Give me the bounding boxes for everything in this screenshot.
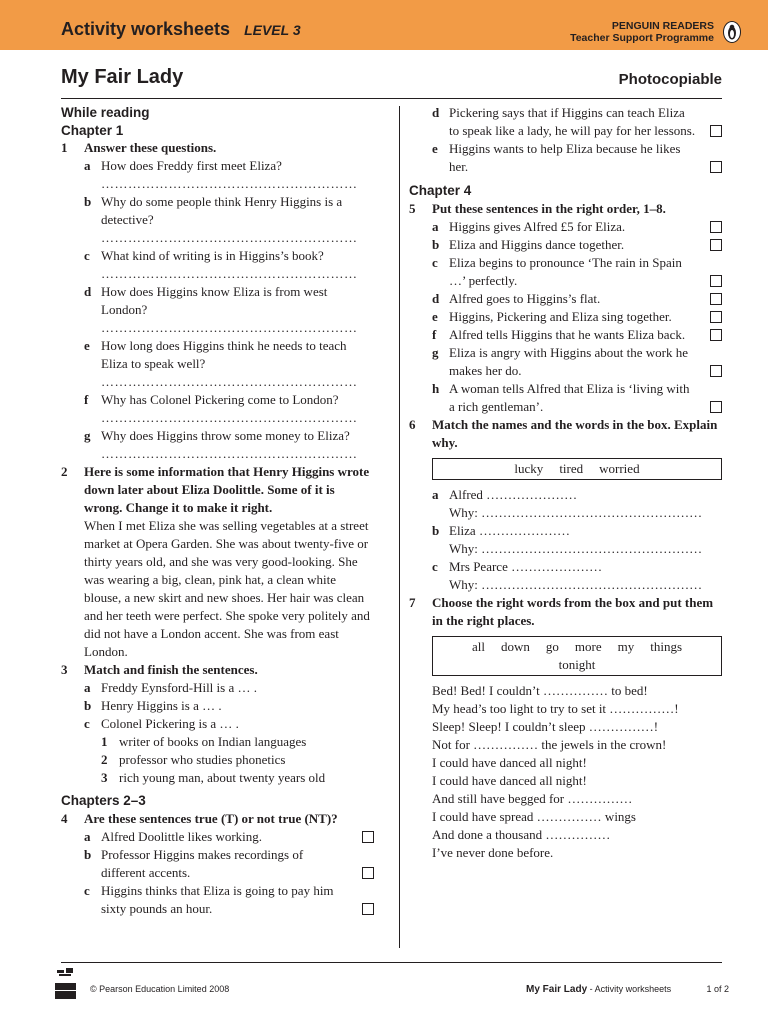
footer-rule	[61, 962, 722, 963]
q4-item-a	[61, 828, 374, 846]
item-letter: g	[84, 428, 91, 443]
item-letter: d	[432, 290, 440, 306]
q5-item-e	[409, 308, 722, 326]
item-letter: d	[432, 105, 440, 120]
item-text: What kind of writing is in Higgins’s book?	[101, 248, 324, 263]
question-5	[409, 200, 722, 218]
item-text: How long does Higgins think he needs to teach Eliza to speak well?	[101, 338, 347, 371]
question-text: Put these sentences in the right order, 1–8.	[432, 200, 666, 216]
item-letter: c	[432, 254, 438, 270]
why-answer-line[interactable]: Why: ……………………………………………	[449, 576, 703, 592]
word-box-q6	[432, 458, 722, 480]
item-text: Why does Higgins throw some money to Eliza?	[101, 428, 350, 443]
higgins-notes-paragraph: When I met Eliza she was selling vegetables at a street market at Opera Garden. She was about twenty-five or thirty years old, and she was very good-looking. She was wearing a big, clean, pink hat, a clean white blouse, a new skirt and new shoes. Her hair was clean and her teeth were perfect. She spoke very politely and did not have a London accent. She was from east London.	[84, 518, 370, 659]
right-column	[409, 104, 722, 862]
copyright-notice: © Pearson Education Limited 2008	[90, 984, 230, 994]
item-letter: e	[432, 141, 438, 156]
lyric-line: And done a thousand ……………	[432, 826, 611, 842]
word-box-q7	[432, 636, 722, 676]
item-text: Higgins gives Alfred £5 for Eliza.	[449, 218, 626, 234]
checkbox[interactable]	[710, 311, 722, 323]
lyric-line: My head’s too light to try to set it ……………!	[432, 700, 679, 716]
q1-item-d	[61, 283, 374, 319]
item-letter: e	[84, 338, 90, 353]
header-title: Activity worksheets	[61, 19, 231, 39]
item-text: Higgins wants to help Eliza because he likes her.	[449, 141, 681, 174]
checkbox[interactable]	[710, 275, 722, 287]
item-letter: d	[84, 284, 92, 299]
item-letter: f	[84, 392, 89, 407]
question-text: Choose the right words from the box and put them in the right places.	[432, 594, 714, 628]
q3-option-1	[61, 733, 374, 751]
q1-item-g	[61, 427, 374, 445]
question-2	[61, 463, 374, 517]
checkbox[interactable]	[362, 831, 374, 843]
why-answer-line[interactable]: Why: ……………………………………………	[449, 504, 703, 520]
item-letter: c	[84, 716, 90, 731]
while-reading-heading: While reading	[61, 105, 150, 120]
q4-item-e	[409, 140, 722, 176]
box-word: more	[574, 638, 602, 654]
checkbox[interactable]	[362, 903, 374, 915]
box-word: worried	[599, 460, 640, 476]
question-number: 6	[409, 416, 416, 432]
why-answer-line[interactable]: Why: ……………………………………………	[449, 540, 703, 556]
answer-line[interactable]: …………………………………………………	[101, 446, 358, 461]
item-letter: b	[84, 194, 92, 209]
item-letter: g	[432, 344, 439, 360]
item-letter: a	[84, 828, 91, 844]
answer-line[interactable]: …………………………………………………	[101, 266, 358, 281]
item-text: Eliza …………………	[449, 522, 570, 538]
question-text: Here is some information that Henry Higgins wrote down later about Eliza Doolittle. Some of it is wrong. Change it to make it right.	[84, 464, 370, 515]
q6-item-a	[409, 486, 722, 504]
q5-item-d	[409, 290, 722, 308]
item-letter: a	[84, 680, 91, 695]
answer-line[interactable]: …………………………………………………	[101, 176, 358, 191]
lyric-line: I’ve never done before.	[432, 844, 554, 860]
checkbox[interactable]	[710, 365, 722, 377]
question-text: Match and finish the sentences.	[84, 662, 258, 677]
song-lyrics	[409, 682, 722, 862]
item-text: Henry Higgins is a … .	[101, 698, 222, 713]
page-number: 1 of 2	[706, 984, 729, 994]
chapter4-heading: Chapter 4	[409, 183, 472, 198]
item-letter: e	[432, 308, 438, 324]
question-number: 5	[409, 200, 416, 216]
lyric-line: I could have danced all night!	[432, 772, 587, 788]
publisher-line2: Teacher Support Programme	[570, 32, 714, 44]
q5-item-g	[409, 344, 722, 380]
item-text: Professor Higgins makes recordings of different accents.	[101, 846, 304, 880]
item-text: Why do some people think Henry Higgins is a detective?	[101, 194, 343, 227]
question-number: 2	[61, 464, 68, 479]
option-number: 2	[101, 752, 108, 767]
q6-item-c	[409, 558, 722, 576]
item-text: Pickering says that if Higgins can teach Eliza to speak like a lady, he will pay for her lessons.	[449, 105, 696, 138]
q3-option-2	[61, 751, 374, 769]
question-text: Match the names and the words in the box. Explain why.	[432, 416, 718, 450]
item-text: Higgins, Pickering and Eliza sing together.	[449, 308, 672, 324]
answer-line[interactable]: …………………………………………………	[101, 230, 358, 245]
q1-item-b	[61, 193, 374, 229]
item-letter: b	[84, 698, 92, 713]
worksheet-heading	[61, 19, 301, 40]
question-number: 7	[409, 594, 416, 610]
answer-line[interactable]: …………………………………………………	[101, 374, 358, 389]
item-letter: b	[432, 236, 440, 252]
footer-book-title: My Fair Lady	[526, 984, 588, 995]
chapter1-heading: Chapter 1	[61, 122, 124, 138]
publisher-block	[570, 20, 714, 44]
item-text: Alfred Doolittle likes working.	[101, 828, 263, 844]
box-word: tonight	[558, 656, 596, 672]
item-letter: c	[432, 558, 438, 574]
q4-item-c	[61, 882, 374, 918]
checkbox[interactable]	[710, 401, 722, 413]
q6-item-b	[409, 522, 722, 540]
question-4	[61, 810, 374, 828]
q5-item-f	[409, 326, 722, 344]
question-text: Answer these questions.	[84, 140, 217, 155]
q3-item-b	[61, 697, 374, 715]
item-letter: c	[84, 248, 90, 263]
q5-item-a	[409, 218, 722, 236]
q4-item-d	[409, 104, 722, 140]
answer-line[interactable]: …………………………………………………	[101, 320, 358, 335]
question-number: 4	[61, 810, 68, 826]
option-number: 3	[101, 770, 108, 785]
item-letter: a	[432, 218, 439, 234]
lyric-line: Bed! Bed! I couldn’t …………… to bed!	[432, 682, 648, 698]
box-word: go	[545, 638, 559, 654]
option-text: rich young man, about twenty years old	[119, 770, 326, 785]
question-6	[409, 416, 722, 452]
checkbox[interactable]	[710, 221, 722, 233]
item-text: Eliza begins to pronounce ‘The rain in Spain …’ perfectly.	[449, 254, 682, 288]
penguin-logo-icon	[723, 21, 741, 43]
item-text: A woman tells Alfred that Eliza is ‘living with a rich gentleman’.	[449, 380, 690, 414]
item-text: Eliza is angry with Higgins about the work he makes her do.	[449, 344, 689, 378]
q5-item-b	[409, 236, 722, 254]
option-text: professor who studies phonetics	[119, 752, 286, 767]
item-text: Why has Colonel Pickering come to London?	[101, 392, 339, 407]
q5-item-h	[409, 380, 722, 416]
q1-item-c	[61, 247, 374, 265]
checkbox[interactable]	[710, 293, 722, 305]
left-column	[61, 104, 374, 918]
item-letter: b	[84, 846, 92, 862]
item-letter: h	[432, 380, 440, 396]
item-text: Eliza and Higgins dance together.	[449, 236, 625, 252]
item-letter: f	[432, 326, 437, 342]
item-text: Mrs Pearce …………………	[449, 558, 603, 574]
question-7	[409, 594, 722, 630]
q1-item-f	[61, 391, 374, 409]
box-word: my	[617, 638, 635, 654]
box-word: tired	[559, 460, 584, 476]
lyric-line: Not for …………… the jewels in the crown!	[432, 736, 667, 752]
question-text: Are these sentences true (T) or not true (NT)?	[84, 810, 338, 826]
item-letter: b	[432, 522, 440, 538]
page-title: My Fair Lady	[61, 66, 184, 88]
checkbox[interactable]	[362, 867, 374, 879]
answer-line[interactable]: …………………………………………………	[101, 410, 358, 425]
q4-item-b	[61, 846, 374, 882]
checkbox[interactable]	[710, 161, 722, 173]
q5-item-c	[409, 254, 722, 290]
column-divider	[399, 106, 400, 948]
q1-item-e	[61, 337, 374, 373]
photocopiable-label: Photocopiable	[618, 71, 722, 88]
q3-item-a	[61, 679, 374, 697]
item-text: How does Higgins know Eliza is from west London?	[101, 284, 328, 317]
lyric-line: And still have begged for ……………	[432, 790, 633, 806]
footer-suffix: - Activity worksheets	[587, 984, 672, 994]
item-text: Freddy Eynsford-Hill is a … .	[101, 680, 257, 695]
lyric-line: I could have danced all night!	[432, 754, 587, 770]
q3-option-3	[61, 769, 374, 787]
publisher-line1: PENGUIN READERS	[611, 20, 714, 32]
lyric-line: I could have spread …………… wings	[432, 808, 636, 824]
footer-title	[526, 984, 671, 995]
q1-item-a	[61, 157, 374, 175]
item-text: Alfred …………………	[449, 486, 578, 502]
q3-item-c	[61, 715, 374, 733]
box-word: all	[471, 638, 485, 654]
box-word: down	[500, 638, 530, 654]
checkbox[interactable]	[710, 329, 722, 341]
top-rule	[61, 98, 722, 99]
item-letter: a	[84, 158, 91, 173]
box-word: lucky	[514, 460, 544, 476]
level-label: LEVEL 3	[244, 22, 301, 38]
item-text: Colonel Pickering is a … .	[101, 716, 239, 731]
question-3	[61, 661, 374, 679]
item-text: Alfred goes to Higgins’s flat.	[449, 290, 601, 306]
option-text: writer of books on Indian languages	[119, 734, 307, 749]
checkbox[interactable]	[710, 125, 722, 137]
question-number: 3	[61, 662, 68, 677]
question-1	[61, 139, 374, 157]
item-text: Higgins thinks that Eliza is going to pay him sixty pounds an hour.	[101, 882, 334, 916]
checkbox[interactable]	[710, 239, 722, 251]
box-word: things	[650, 638, 683, 654]
item-text: How does Freddy first meet Eliza?	[101, 158, 282, 173]
pearson-longman-logo-icon	[54, 967, 78, 1001]
question-number: 1	[61, 140, 68, 155]
item-text: Alfred tells Higgins that he wants Eliza back.	[449, 326, 686, 342]
option-number: 1	[101, 734, 108, 749]
chapters23-heading: Chapters 2–3	[61, 793, 146, 808]
lyric-line: Sleep! Sleep! I couldn’t sleep ……………!	[432, 718, 659, 734]
item-letter: c	[84, 882, 90, 898]
item-letter: a	[432, 486, 439, 502]
